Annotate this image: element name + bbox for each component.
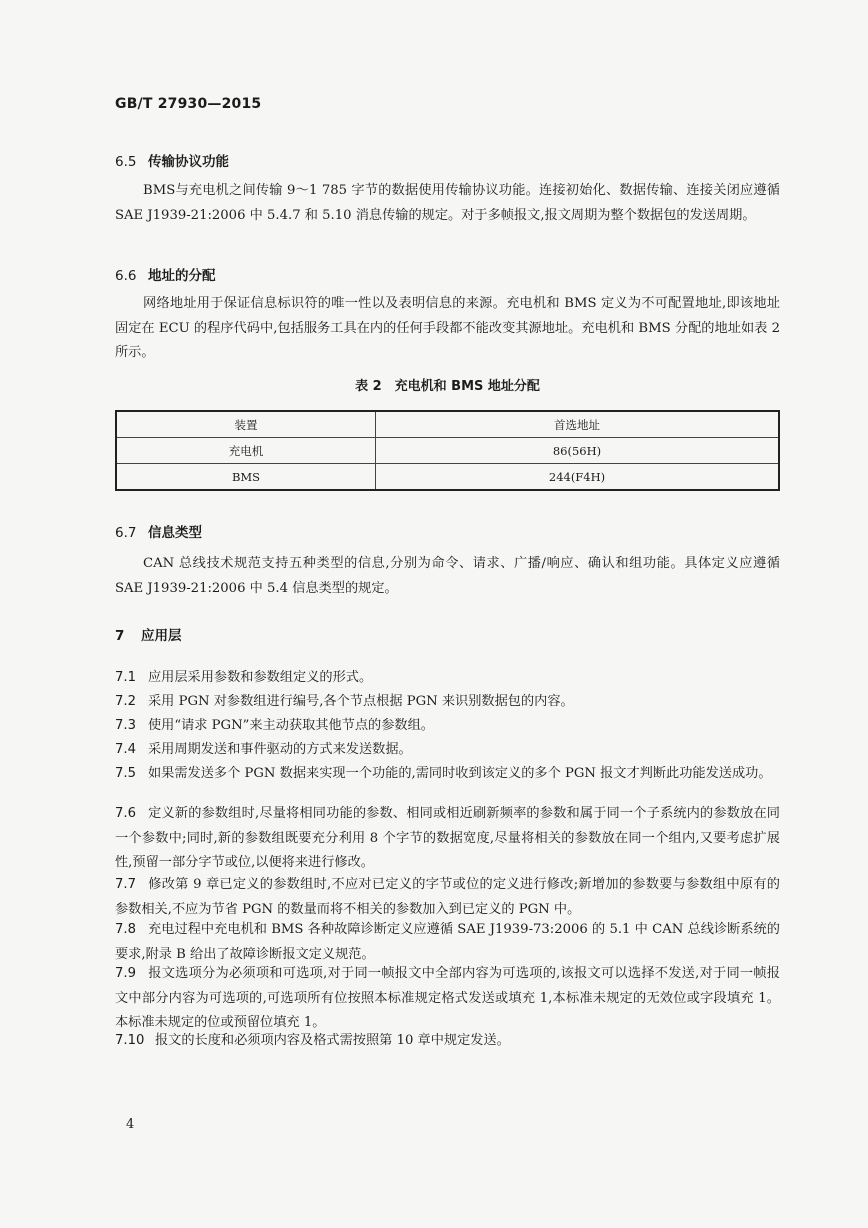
item-number: 7.9: [115, 966, 136, 981]
section-number: 6.7: [115, 525, 137, 541]
section-number: 6.6: [115, 268, 137, 284]
list-item: [115, 666, 780, 691]
section-6-5-paragraph: BMS与充电机之间传输 9～1 785 字节的数据使用传输协议功能。连接初始化、数据传输、连接关闭应遵循 SAE J1939-21:2006 中 5.4.7 和 5.10 消息传输的规定。对于多帧报文,报文周期为整个数据包的发送周期。: [115, 183, 780, 223]
page-number: 4: [126, 1117, 135, 1132]
table-cell: 86(56H): [376, 438, 780, 464]
section-6-5-heading: [115, 150, 229, 170]
list-item: [115, 962, 780, 1036]
table-cell: 充电机: [116, 438, 376, 464]
section-title: 应用层: [141, 628, 182, 644]
address-allocation-table: [115, 410, 780, 491]
item-number: 7.6: [115, 806, 136, 821]
section-6-6-paragraph: 网络地址用于保证信息标识符的唯一性以及表明信息的来源。充电机和 BMS 定义为不可配置地址,即该地址固定在 ECU 的程序代码中,包括服务工具在内的任何手段都不能改变其源地址。充电机和 BMS 分配的地址如表 2 所示。: [115, 296, 780, 360]
list-item: [115, 802, 780, 876]
table-row: [116, 464, 779, 491]
item-text: 报文选项分为必须项和可选项,对于同一帧报文中全部内容为可选项的,该报文可以选择不发送,对于同一帧报文中部分内容为可选项的,可选项所有位按照本标准规定格式发送或填充 1,本标准未规定的无效位或字段填充 1。本标准未规定的位或预留位填充 1。: [115, 966, 780, 1030]
list-item: [115, 738, 780, 763]
item-text: 使用“请求 PGN”来主动获取其他节点的参数组。: [148, 718, 434, 733]
section-6-6-heading: [115, 264, 216, 284]
item-number: 7.4: [115, 742, 136, 757]
item-number: 7.3: [115, 718, 136, 733]
section-number: 7: [115, 628, 125, 644]
list-item: [115, 762, 780, 787]
item-number: 7.7: [115, 877, 136, 892]
section-6-7-heading: [115, 521, 202, 541]
table-header-row: [116, 411, 779, 438]
section-title: 地址的分配: [148, 268, 216, 284]
section-6-7-paragraph: CAN 总线技术规范支持五种类型的信息,分别为命令、请求、广播/响应、确认和组功能。具体定义应遵循 SAE J1939-21:2006 中 5.4 信息类型的规定。: [115, 556, 780, 596]
item-text: 定义新的参数组时,尽量将相同功能的参数、相同或相近刷新频率的参数和属于同一个子系统内的参数放在同一个参数中;同时,新的参数组既要充分利用 8 个字节的数据宽度,尽量将相关的参数放在同一个组内,又要考虑扩展性,预留一部分字节或位,以便将来进行修改。: [115, 806, 780, 870]
list-item: [115, 918, 780, 967]
item-number: 7.10: [115, 1033, 145, 1048]
section-title: 信息类型: [148, 525, 202, 541]
table-cell: BMS: [116, 464, 376, 491]
list-item: [115, 690, 780, 715]
item-text: 充电过程中充电机和 BMS 各种故障诊断定义应遵循 SAE J1939-73:2006 的 5.1 中 CAN 总线诊断系统的要求,附录 B 给出了故障诊断报文定义规范。: [115, 922, 780, 962]
item-text: 修改第 9 章已定义的参数组时,不应对已定义的字节或位的定义进行修改;新增加的参数要与参数组中原有的参数相关,不应为节省 PGN 的数量而将不相关的参数加入到已定义的 PGN 中。: [115, 877, 780, 917]
item-number: 7.8: [115, 922, 136, 937]
item-number: 7.1: [115, 670, 136, 685]
item-text: 采用周期发送和事件驱动的方式来发送数据。: [148, 742, 412, 757]
item-text: 采用 PGN 对参数组进行编号,各个节点根据 PGN 来识别数据包的内容。: [148, 694, 574, 709]
item-number: 7.2: [115, 694, 136, 709]
table-2-caption: 表 2 充电机和 BMS 地址分配: [355, 379, 540, 394]
list-item: [115, 714, 780, 739]
table-row: [116, 438, 779, 464]
table-header-cell: 装置: [116, 411, 376, 438]
standard-code-header: GB/T 27930—2015: [115, 96, 262, 112]
section-7-heading: [115, 624, 182, 644]
section-title: 传输协议功能: [148, 154, 229, 170]
item-text: 应用层采用参数和参数组定义的形式。: [148, 670, 373, 685]
section-number: 6.5: [115, 154, 137, 170]
list-item: [115, 873, 780, 922]
item-text: 如果需发送多个 PGN 数据来实现一个功能的,需同时收到该定义的多个 PGN 报文才判断此功能发送成功。: [148, 766, 772, 781]
table-header-cell: 首选地址: [376, 411, 780, 438]
item-text: 报文的长度和必须项内容及格式需按照第 10 章中规定发送。: [155, 1033, 510, 1048]
list-item: [115, 1029, 780, 1054]
item-number: 7.5: [115, 766, 136, 781]
table-cell: 244(F4H): [376, 464, 780, 491]
